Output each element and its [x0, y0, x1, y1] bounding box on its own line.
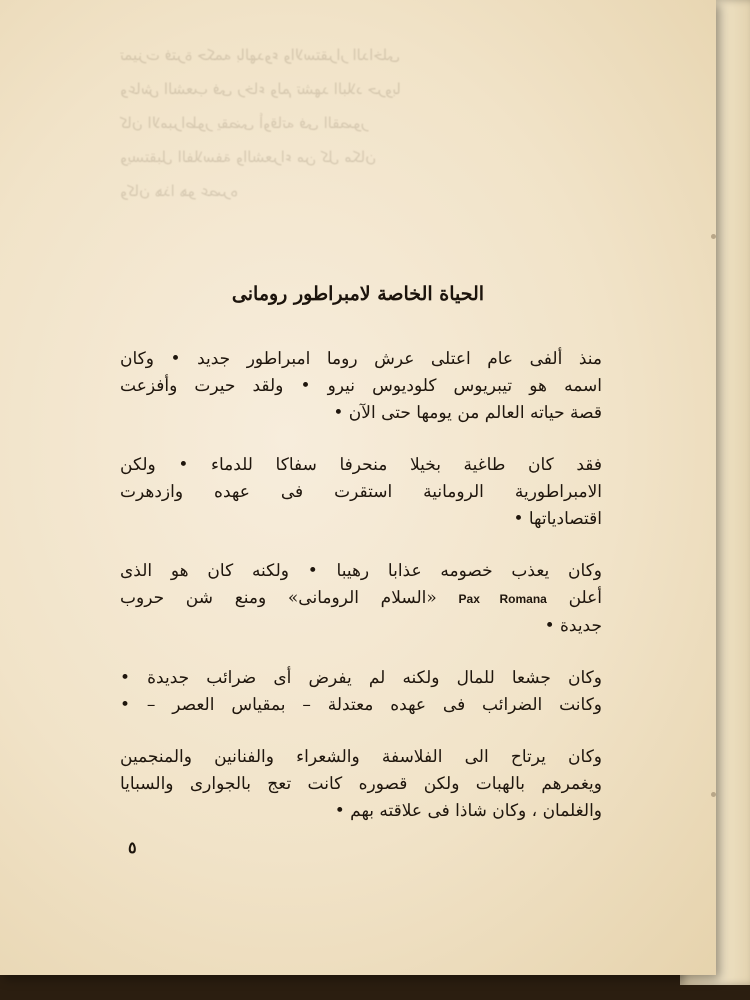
text-line: وكان جشعا للمال ولكنه لم يفرض أى ضرائب جديدة • [120, 668, 602, 688]
show-through-line: ويستقبل الفلاسفة والشعراء من كل مكان [120, 148, 377, 166]
text-line: قصة حياته العالم من يومها حتى الآن • [333, 403, 602, 423]
chapter-title: الحياة الخاصة لامبراطور رومانى [231, 283, 485, 305]
show-through-line: تميزت فترة حكمه بالهدوء والاستقرار الداخلى [120, 46, 400, 64]
page-number: ٥ [128, 838, 137, 857]
text-segment: أعلن [568, 588, 602, 608]
show-through-line: وكان هذا هو عصره [120, 182, 238, 200]
show-through-line: وعاش الشعب فى رخاء ولم تشهد البلاد حروبا [120, 80, 401, 98]
text-line: وكان يعذب خصومه عذابا رهيبا • ولكنه كان هو الذى [120, 561, 602, 581]
text-line: فقد كان طاغية بخيلا منحرفا سفاكا للدماء • ولكن [120, 455, 602, 475]
paragraph-3 [120, 558, 602, 640]
text-line: وكانت الضرائب فى عهده معتدلة – بمقياس العصر – • [120, 695, 602, 715]
latin-term: Pax Romana [458, 592, 547, 606]
paragraph-2 [120, 452, 602, 533]
text-line: جديدة • [544, 616, 602, 636]
binding-hole [711, 792, 716, 797]
text-line: اقتصادياتها • [513, 509, 602, 529]
text-line: منذ ألفى عام اعتلى عرش روما امبراطور جديد • وكان [120, 349, 602, 369]
text-line: الامبراطورية الرومانية استقرت فى عهده وازدهرت [120, 482, 602, 502]
body-text [120, 346, 602, 850]
text-segment: «السلام الرومانى» ومنع شن حروب [120, 588, 437, 608]
text-line: والغلمان ، وكان شاذا فى علاقته بهم • [334, 801, 602, 821]
paragraph-5 [120, 744, 602, 825]
binding-hole [711, 234, 716, 239]
show-through-text [120, 38, 600, 208]
paragraph-1 [120, 346, 602, 427]
text-line: اسمه هو تيبريوس كلوديوس نيرو • ولقد حيرت وأفزعت [120, 376, 602, 396]
text-line: وكان يرتاح الى الفلاسفة والشعراء والفنانين والمنجمين [120, 747, 602, 767]
show-through-line: كان الامبراطور يقضى أوقاته فى القصور [120, 114, 368, 132]
paragraph-4 [120, 665, 602, 719]
text-line-with-latin [120, 585, 602, 613]
text-line: ويغمرهم بالهبات ولكن قصوره كانت تعج بالجوارى والسبايا [120, 774, 602, 794]
